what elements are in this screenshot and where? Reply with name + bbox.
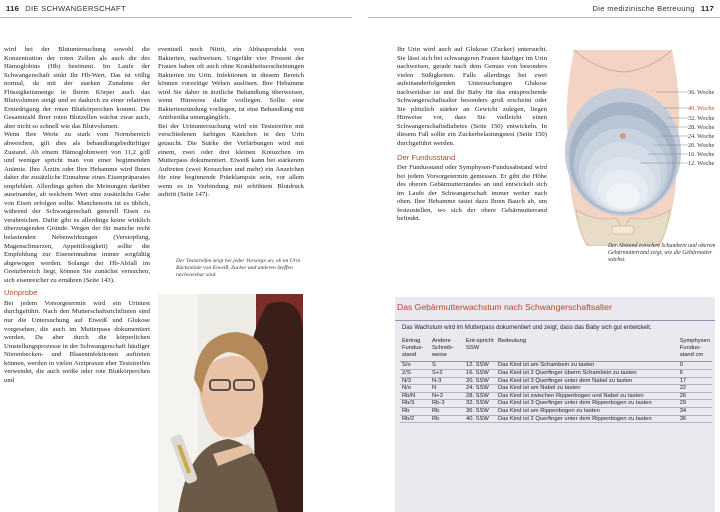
table-cell: 22 [679, 385, 687, 392]
table-cell: 36 [679, 415, 687, 422]
table-cell: 40. SSW [466, 415, 489, 422]
text-column-3 [397, 46, 547, 224]
photo-test-strip [158, 294, 303, 512]
right-running-title: Die medizinische Betreuung [592, 4, 695, 13]
table-cell: 6 [679, 369, 683, 376]
table-cell: 2/S [402, 369, 411, 376]
column-header: Eintrag Fundus-stand [402, 338, 424, 358]
table-row [400, 407, 712, 415]
paragraph: Der Fundusstand oder Symphysen-Fundusabstand wird bei jedem Vorsorgetermin gemessen. Er gibt die Höhe des oberen Gebärmutterrandes an und entwickelt sich im Laufe der Schwangerschaft immer weiter nach oben. Ihre Hebamme tastet dazu Ihren Bauch ab, um festzustellen, wo sich der obere Gebärmutterrand befindet. [397, 164, 547, 223]
column-header: Symphysen Fundus-stand cm [679, 338, 710, 358]
uterus-growth-illustration [556, 50, 690, 246]
table-cell: Rb [402, 407, 410, 414]
right-header-rule [368, 17, 720, 18]
table-row [400, 392, 712, 400]
heading-fundusstand: Der Fundusstand [397, 152, 456, 162]
table-row [400, 400, 712, 408]
table-cell: Das Kind ist am Rippenbogen zu tasten [498, 407, 600, 414]
table-cell: 26 [679, 392, 687, 399]
text-column-2 [158, 46, 304, 200]
week-label-40: 40. Woche [688, 105, 715, 112]
left-header-rule [0, 17, 352, 18]
table-cell: Rb/3 [402, 400, 415, 407]
illustration-caption: Der Abstand zwischen Schambein und oberem Gebärmutterrand zeigt, wie die Gebärmutter wächst. [608, 243, 716, 264]
table-cell: Rb-3 [432, 400, 445, 407]
table-cell: 32. SSW [466, 400, 489, 407]
table-cell: 20. SSW [466, 377, 489, 384]
table-cell: N-3 [432, 377, 442, 384]
heading-urinprobe: Urinprobe [4, 288, 38, 298]
table-cell: 36. SSW [466, 407, 489, 414]
photo-caption: Der Teststreifen zeigt bei jeder Vorsorge an, ob im Urin Rückstände von Eiweiß, Zucker und anderen Stoffen nachweisbar sind. [176, 258, 301, 278]
week-label-36: 36. Woche [688, 89, 715, 96]
table-cell: N+3 [432, 392, 443, 399]
left-running-title: DIE SCHWANGERSCHAFT [25, 4, 126, 13]
table-cell: Rb/N [402, 392, 416, 399]
week-label-28: 28. Woche [688, 124, 715, 131]
table-cell: 24. SSW [466, 385, 489, 392]
right-page-number: 117 [700, 4, 714, 13]
left-page-header [0, 0, 126, 17]
info-box-title: Das Gebärmutterwachstum nach Schwangerschaftsalter [397, 302, 612, 312]
table-cell: Rb/2 [402, 415, 415, 422]
table-cell: N/o [402, 385, 412, 392]
table-row [400, 415, 712, 423]
table-cell: 28. SSW [466, 392, 489, 399]
table-cell: Rb [432, 407, 440, 414]
table-row [400, 362, 712, 370]
table-cell: Das Kind ist 2 Querfinger überm Schambein zu tasten [498, 369, 637, 376]
table-cell: 34 [679, 407, 687, 414]
table-cell: 17 [679, 377, 687, 384]
table-cell: 0 [679, 362, 683, 369]
table-cell: Rb [432, 415, 440, 422]
table-cell: Das Kind ist am Nabel zu tasten [498, 385, 581, 392]
table-row [400, 369, 712, 377]
right-page-header [592, 0, 720, 17]
column-header: Bedeutung [498, 338, 527, 344]
paragraph: Ihr Urin wird auch auf Glukose (Zucker) untersucht. Sie lässt sich bei schwangeren Frauen häufiger im Urin nachweisen, gerade nach dem Genuss von besonders vielen Süßigkeiten. Falls allerdings bei zwei aufeinanderfolgenden Untersuchungen Glukose nachweisbar ist und Ihr Baby für das entsprechende Schwangerschaftsalter besonders groß erscheint oder Sie plötzlich stärker an Gewicht zulegen, liegen Hinweise vor, dass Sie vielleicht einen Schwangerschaftsdiabetes (Seite 150) entwickeln. In diesem Fall sollte ein Zuckerbelastungstest (Seite 150) durchgeführt werden. [397, 46, 547, 148]
info-box-rule [395, 320, 715, 321]
table-cell: 16. SSW [466, 369, 489, 376]
week-label-32: 32. Woche [688, 115, 715, 122]
table-cell: Das Kind ist 3 Querfinger unter dem Nabel zu tasten [498, 377, 633, 384]
text-column-1 [4, 46, 150, 385]
paragraph: Bei jedem Vorsorgetermin wird ein Urintest durchgeführt. Nach den Mutterschaftsrichtlinien sind nur die Untersuchung auf Eiweiß und Glukose vorgesehen, die auch im Mutterpass dokumentiert werden. Da aber durch die körperlichen Umstellungsprozesse in der Schwangerschaft häufiger Nierenbecken- und Blaseninfektionen auftreten können, werden in vielen Arztpraxen eher Teststreifen verwendet, die auch weiße oder rote Blutkörperchen und [4, 299, 150, 384]
table-header-row [400, 338, 712, 362]
column-header: Andere Schreib-weise [432, 338, 454, 358]
table-cell: S [432, 362, 436, 369]
table-cell: Das Kind ist 3 Querfinger unter dem Rippenbogen zu tasten [498, 400, 652, 407]
week-label-12: 12. Woche [688, 160, 715, 167]
table-cell: 12. SSW [466, 362, 489, 369]
table-cell: N [432, 385, 437, 392]
paragraph: wird bei der Blutuntersuchung sowohl die Konzentration der roten Zellen als auch die des Hämoglobins (Hb) bestimmt. Im Laufe der Schwangerschaft sinkt Ihr Hb-Wert. Das ist völlig normal, da mit der starken Zunahme der Flüssigkeitsmenge in Ihrem Körper auch das Blutvolumen steigt und es dadurch zu einer relativen Erniedrigung der roten Blutkörperchen kommt. Die Gesamtzahl Ihrer roten Blutzellen wächst zwar auch, aber nicht so schnell wie das Blutvolumen. [4, 46, 150, 130]
column-header: Ent-spricht SSW [466, 338, 494, 351]
table-cell: Das Kind ist 2 Querfinger unter dem Rippenbogen zu tasten [498, 415, 652, 422]
table-cell: Das Kind ist zwischen Rippenbogen und Nabel zu tasten [498, 392, 644, 399]
week-label-16: 16. Woche [688, 151, 715, 158]
paragraph: Bei der Urinuntersuchung wird ein Teststreifen mit verschiedenen farbigen Kästchen in den Urin getaucht. Die Stärke der Verfärbungen wird mit einem, zwei oder drei kleinen Kreuzchen im Mutterpass dokumentiert. Eiweiß kann bei stärkerem Auftreten (zwei Kreuzchen und mehr) ein Anzeichen für eine beginnende Präeklampsie sein, vor allem wenn es in Verbindung mit erhöhtem Blutdruck auftritt (Seite 147). [158, 122, 304, 199]
table-cell: Das Kind ist am Schambein zu tasten [498, 362, 595, 369]
left-page-number: 116 [6, 4, 20, 13]
table-row [400, 377, 712, 385]
table-cell: 29 [679, 400, 687, 407]
table-cell: S/o [402, 362, 411, 369]
paragraph: eventuell noch Nitrit, ein Abbauprodukt von Bakterien, nachweisen. Ungefähr vier Prozent der Frauen haben oft auch ohne Krankheitserscheinungen Bakterien im Urin. Infektionen in diesem Bereich können vorzeitige Wehen auslösen. Ihre Hebamme wird Sie daher in ärztliche Behandlung überweisen, wenn Hinweise dafür vorliegen. Sollte eine Bakterienzündung vorliegen, ist eine Behandlung mit Antibiotika unumgänglich. [158, 46, 304, 122]
uterus-12-week [606, 183, 640, 209]
table-cell: S+2 [432, 369, 443, 376]
week-label-20: 20. Woche [688, 142, 715, 149]
info-box-intro: Das Wachstum wird im Mutterpass dokumentiert und zeigt, dass das Baby sich gut entwickelt. [402, 325, 652, 331]
fundus-table [400, 338, 712, 423]
table-cell: N/3 [402, 377, 412, 384]
week-label-24: 24. Woche [688, 133, 715, 140]
paragraph: Wenn Ihre Werte zu stark vom Normbereich abweichen, gilt dies als behandlungsbedürftiger Zustand. Ab einem Hämoglobinwert von 11,2 g/dl und weniger spricht man von einer beginnenden Anämie. Ihre Ärztin oder Ihre Hebamme wird Ihnen daher die zusätzliche Einnahme eines Eisenpräparates empfehlen. Allerdings gehen die Meinungen darüber auseinander, ab welchem Wert eine zusätzliche Gabe von Eisen erfolgen sollte. Manchenorts ist es üblich, während der Schwangerschaft generell Eisen zu verabreichen. Dafür gibt es allerdings keine wirklich überzeugenden Gründe. Wegen der für manche recht belastenden Nebenwirkungen (Verstopfung, Magenschmerzen, Appetitlosigkeit) sollte die Empfehlung zur Eiseneinnahme immer sorgfältig abgewogen werden. Solange der Hb-Abfall im Grenzbereich liegt, können Sie zunächst versuchen, sich eisenreicher zu ernähren (Seite 143). [4, 131, 150, 284]
table-row [400, 385, 712, 393]
